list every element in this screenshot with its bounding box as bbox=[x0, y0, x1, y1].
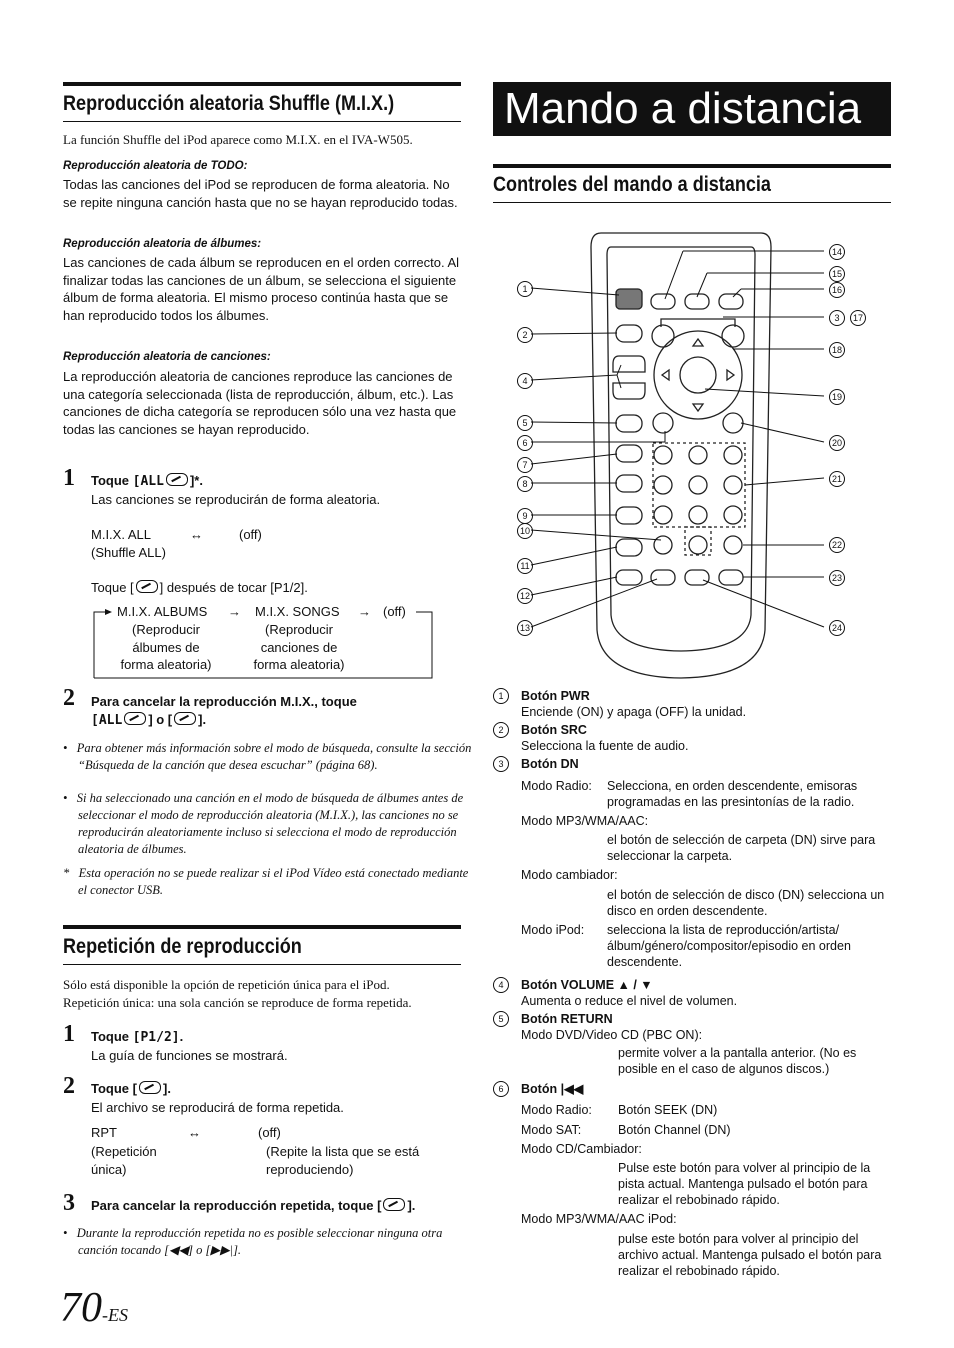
mix-touch-text bbox=[91, 579, 308, 597]
callout-22: 22 bbox=[829, 537, 845, 553]
repeat-note-text: Durante la reproducción repetida no es posible seleccionar ninguna otra canción tocando [◀◀] o [▶▶|]. bbox=[76, 1226, 443, 1257]
item-6-title: Botón |◀◀ bbox=[521, 1082, 584, 1096]
repeat-step1-number: 1 bbox=[63, 1021, 75, 1047]
shuffle-albums-title: Reproducción aleatoria de álbumes: bbox=[63, 238, 262, 250]
item-6-cd-value: Pulse este botón para volver al principio de la pista actual. Mantenga pulsado el botón para realizar el rebobinado rápido. bbox=[618, 1161, 871, 1207]
callout-1: 1 bbox=[517, 281, 533, 297]
rpt-desc: (Repetición única) bbox=[91, 1144, 157, 1177]
item-3-mp3-label: Modo MP3/WMA/AAC: bbox=[521, 814, 649, 828]
callout-8: 8 bbox=[517, 476, 533, 492]
mix-off2-label: (off) bbox=[383, 604, 406, 619]
item-6-radio-label: Modo Radio: bbox=[521, 1103, 592, 1117]
item-1-desc: Enciende (ON) y apaga (OFF) la unidad. bbox=[521, 705, 747, 719]
remote-heading bbox=[493, 164, 891, 203]
callout-3: 3 bbox=[829, 310, 845, 326]
shuffle-icon bbox=[174, 712, 196, 725]
page-number-suffix: -ES bbox=[102, 1305, 128, 1325]
repeat-icon bbox=[383, 1198, 405, 1211]
all-key[interactable]: [ALL bbox=[132, 474, 164, 489]
shuffle-note-1: • Para obtener más información sobre el modo de búsqueda, consulte la sección “Búsqueda de la canción que desea escuchar” (página 68). bbox=[63, 741, 472, 772]
shuffle-step1-post: ]*. bbox=[189, 473, 203, 488]
callout-2: 2 bbox=[517, 327, 533, 343]
shuffle-title: Reproducción aleatoria Shuffle (M.I.X.) bbox=[63, 92, 395, 115]
item-5-value: permite volver a la pantalla anterior. (No es posible en el caso de algunos discos.) bbox=[618, 1046, 857, 1076]
repeat-note: • Durante la reproducción repetida no es posible seleccionar ninguna otra canción tocando [◀◀] o [▶▶|]. bbox=[63, 1226, 443, 1257]
rpt-arrow: ↔ bbox=[188, 1125, 201, 1140]
repeat-step2-pre: Toque [ bbox=[91, 1081, 137, 1096]
item-3-ipod-value: selecciona la lista de reproducción/artista/ álbum/género/compositor/episodio en orden descendente. bbox=[607, 923, 851, 969]
item-2-title: Botón SRC bbox=[521, 723, 587, 737]
callout-5: 5 bbox=[517, 415, 533, 431]
shuffle-icon bbox=[124, 712, 146, 725]
callout-9: 9 bbox=[517, 508, 533, 524]
mix-shuffle-all: (Shuffle ALL) bbox=[91, 545, 166, 560]
callout-4: 4 bbox=[517, 373, 533, 389]
page-number bbox=[60, 1285, 128, 1338]
callout-24: 24 bbox=[829, 620, 845, 636]
callout-12: 12 bbox=[517, 588, 533, 604]
shuffle-songs-title: Reproducción aleatoria de canciones: bbox=[63, 351, 271, 363]
item-4-number: 4 bbox=[493, 977, 509, 993]
rpt-off: (off) bbox=[258, 1125, 281, 1140]
callout-23: 23 bbox=[829, 570, 845, 586]
repeat-step3-number: 3 bbox=[63, 1190, 75, 1216]
item-6-number: 6 bbox=[493, 1081, 509, 1097]
shuffle-step1-instruction bbox=[91, 473, 203, 489]
shuffle-albums-body: Las canciones de cada álbum se reproducen en el orden correcto. Al finalizar todas las canciones de un álbum, se selecciona el siguiente álbum de forma aleatoria. El mismo proceso continúa hasta que se han reproducido todos los álbumes. bbox=[63, 255, 460, 323]
callout-21: 21 bbox=[829, 471, 845, 487]
item-3-ipod-label: Modo iPod: bbox=[521, 923, 585, 937]
callout-11: 11 bbox=[517, 558, 533, 574]
item-6-mp3-label: Modo MP3/WMA/AAC iPod: bbox=[521, 1212, 677, 1226]
mix-arrow-1: → bbox=[228, 604, 241, 619]
shuffle-step1-number: 1 bbox=[63, 465, 75, 491]
repeat-title: Repetición de reproducción bbox=[63, 935, 302, 958]
mix-arrow-2: → bbox=[358, 604, 371, 619]
step2-end: ]. bbox=[198, 712, 207, 727]
mix-off-label: (off) bbox=[239, 527, 262, 542]
item-2-desc: Selecciona la fuente de audio. bbox=[521, 739, 689, 753]
shuffle-icon bbox=[166, 473, 188, 486]
repeat-intro-1: Sólo está disponible la opción de repetición única para el iPod. bbox=[63, 977, 390, 992]
item-5-label: Modo DVD/Video CD (PBC ON): bbox=[521, 1028, 703, 1042]
mix-albums-label: M.I.X. ALBUMS bbox=[117, 604, 208, 619]
mix-songs-desc: (Reproducir canciones de forma aleatoria) bbox=[253, 622, 345, 672]
shuffle-heading bbox=[63, 82, 461, 122]
item-2-number: 2 bbox=[493, 722, 509, 738]
callout-18: 18 bbox=[829, 342, 845, 358]
shuffle-icon bbox=[136, 580, 158, 593]
item-6-mp3-value: pulse este botón para volver al principio del archivo actual. Mantenga pulsado el botón para realizar el rebobinado rápido. bbox=[618, 1232, 882, 1278]
mix-touch-post: ] después de tocar [P1/2]. bbox=[159, 580, 308, 595]
item-4-title: Botón VOLUME ▲ / ▼ bbox=[521, 978, 653, 992]
shuffle-songs-body: La reproducción aleatoria de canciones reproduce las canciones de una categoría seleccionada (lista de reproducción, álbum, etc.). Las canciones de dicha categoría se reproducen sólo una vez hasta que todas las canciones se hayan reproducido. bbox=[63, 369, 457, 437]
callout-17: 17 bbox=[850, 310, 866, 326]
shuffle-intro: La función Shuffle del iPod aparece como M.I.X. en el IVA-W505. bbox=[63, 132, 413, 147]
item-4-desc: Aumenta o reduce el nivel de volumen. bbox=[521, 994, 738, 1008]
item-6-cd-label: Modo CD/Cambiador: bbox=[521, 1142, 642, 1156]
rpt-off-desc: (Repite la lista que se está reproduciendo) bbox=[266, 1144, 420, 1177]
page-number-value: 70 bbox=[60, 1285, 102, 1331]
mix-songs-label: M.I.X. SONGS bbox=[255, 604, 340, 619]
repeat-step2-post: ]. bbox=[162, 1081, 171, 1096]
shuffle-note-3: * Esta operación no se puede realizar si el iPod Vídeo está conectado mediante el conector USB. bbox=[63, 866, 469, 897]
item-5-number: 5 bbox=[493, 1011, 509, 1027]
item-3-changer-value: el botón de selección de disco (DN) selecciona un disco en orden descendente. bbox=[607, 888, 885, 918]
repeat-intro-2: Repetición única: una sola canción se reproduce de forma repetida. bbox=[63, 995, 412, 1010]
mix-touch-pre: Toque [ bbox=[91, 580, 134, 595]
item-3-mp3-value: el botón de selección de carpeta (DN) sirve para seleccionar la carpeta. bbox=[607, 833, 876, 863]
mix-all-label: M.I.X. ALL bbox=[91, 527, 151, 542]
shuffle-step2-number: 2 bbox=[63, 685, 75, 711]
callout-20: 20 bbox=[829, 435, 845, 451]
callout-15: 15 bbox=[829, 266, 845, 282]
mix-all-arrow: ↔ bbox=[190, 527, 203, 542]
repeat-step2-number: 2 bbox=[63, 1073, 75, 1099]
item-3-radio-value: Selecciona, en orden descendente, emisoras programadas en las presintonías de la radio. bbox=[607, 779, 858, 809]
step2-mid: ] o [ bbox=[148, 712, 173, 727]
item-3-number: 3 bbox=[493, 756, 509, 772]
callout-19: 19 bbox=[829, 389, 845, 405]
item-6-sat-value: Botón Channel (DN) bbox=[618, 1123, 731, 1137]
shuffle-note-2: • Si ha seleccionado una canción en el modo de búsqueda de álbumes antes de seleccionar el modo de reproducción aleatoria (M.I.X.), las canciones no se reproducirán aleatoriamente incluso si selecciona el modo de reproducción aleatoria de álbumes. bbox=[63, 791, 464, 856]
shuffle-step2-text: Para cancelar la reproducción M.I.X., toque bbox=[91, 694, 357, 709]
item-5-title: Botón RETURN bbox=[521, 1012, 613, 1026]
item-3-radio-label: Modo Radio: bbox=[521, 779, 592, 793]
note-2-text: Si ha seleccionado una canción en el modo de búsqueda de álbumes antes de seleccionar el modo de reproducción aleatoria (M.I.X.), las canciones no se reproducirán aleatoriamente incluso si selecciona el modo de reproducción aleatoria de álbumes. bbox=[76, 791, 464, 856]
rpt-label: RPT bbox=[91, 1125, 117, 1140]
repeat-step2-desc: El archivo se reproducirá de forma repetida. bbox=[91, 1100, 344, 1115]
repeat-step2-instruction bbox=[91, 1081, 171, 1096]
note-3-text: Esta operación no se puede realizar si el iPod Vídeo está conectado mediante el conector USB. bbox=[78, 866, 469, 897]
callout-7: 7 bbox=[517, 457, 533, 473]
repeat-step3-pre: Para cancelar la reproducción repetida, toque [ bbox=[91, 1198, 382, 1213]
item-3-title: Botón DN bbox=[521, 757, 579, 771]
shuffle-all-body: Todas las canciones del iPod se reproducen de forma aleatoria. No se repite ninguna canción hasta que no se hayan reproducido todas. bbox=[63, 177, 458, 210]
callout-16: 16 bbox=[829, 282, 845, 298]
remote-title: Controles del mando a distancia bbox=[493, 173, 771, 196]
repeat-step1-instruction bbox=[91, 1029, 183, 1045]
all-key[interactable]: [ALL bbox=[91, 713, 123, 728]
item-6-radio-value: Botón SEEK (DN) bbox=[618, 1103, 718, 1117]
item-1-number: 1 bbox=[493, 688, 509, 704]
repeat-heading bbox=[63, 925, 461, 965]
item-6-sat-label: Modo SAT: bbox=[521, 1123, 582, 1137]
chapter-title: Mando a distancia bbox=[504, 84, 862, 133]
shuffle-step2-keys bbox=[91, 712, 206, 728]
repeat-icon bbox=[139, 1081, 161, 1094]
repeat-step1-desc: La guía de funciones se mostrará. bbox=[91, 1048, 288, 1063]
item-3-changer-label: Modo cambiador: bbox=[521, 868, 618, 882]
item-1-title: Botón PWR bbox=[521, 689, 590, 703]
shuffle-step1-desc: Las canciones se reproducirán de forma aleatoria. bbox=[91, 492, 381, 507]
chapter-banner bbox=[493, 82, 891, 136]
p12-key[interactable]: [P1/2] bbox=[132, 1030, 180, 1045]
callout-10: 10 bbox=[517, 523, 533, 539]
mix-albums-desc: (Reproducir álbumes de forma aleatoria) bbox=[120, 622, 212, 672]
repeat-step1-post: . bbox=[179, 1029, 184, 1044]
shuffle-all-title: Reproducción aleatoria de TODO: bbox=[63, 160, 248, 172]
repeat-step3-post: ]. bbox=[407, 1198, 416, 1213]
callout-6: 6 bbox=[517, 435, 533, 451]
shuffle-step1-pre: Toque bbox=[91, 473, 133, 488]
callout-14: 14 bbox=[829, 244, 845, 260]
callout-13: 13 bbox=[517, 620, 533, 636]
repeat-step1-pre: Toque bbox=[91, 1029, 133, 1044]
repeat-step3-instruction bbox=[91, 1198, 415, 1213]
note-1-text: Para obtener más información sobre el modo de búsqueda, consulte la sección “Búsqueda de la canción que desea escuchar” (página 68). bbox=[76, 741, 472, 772]
